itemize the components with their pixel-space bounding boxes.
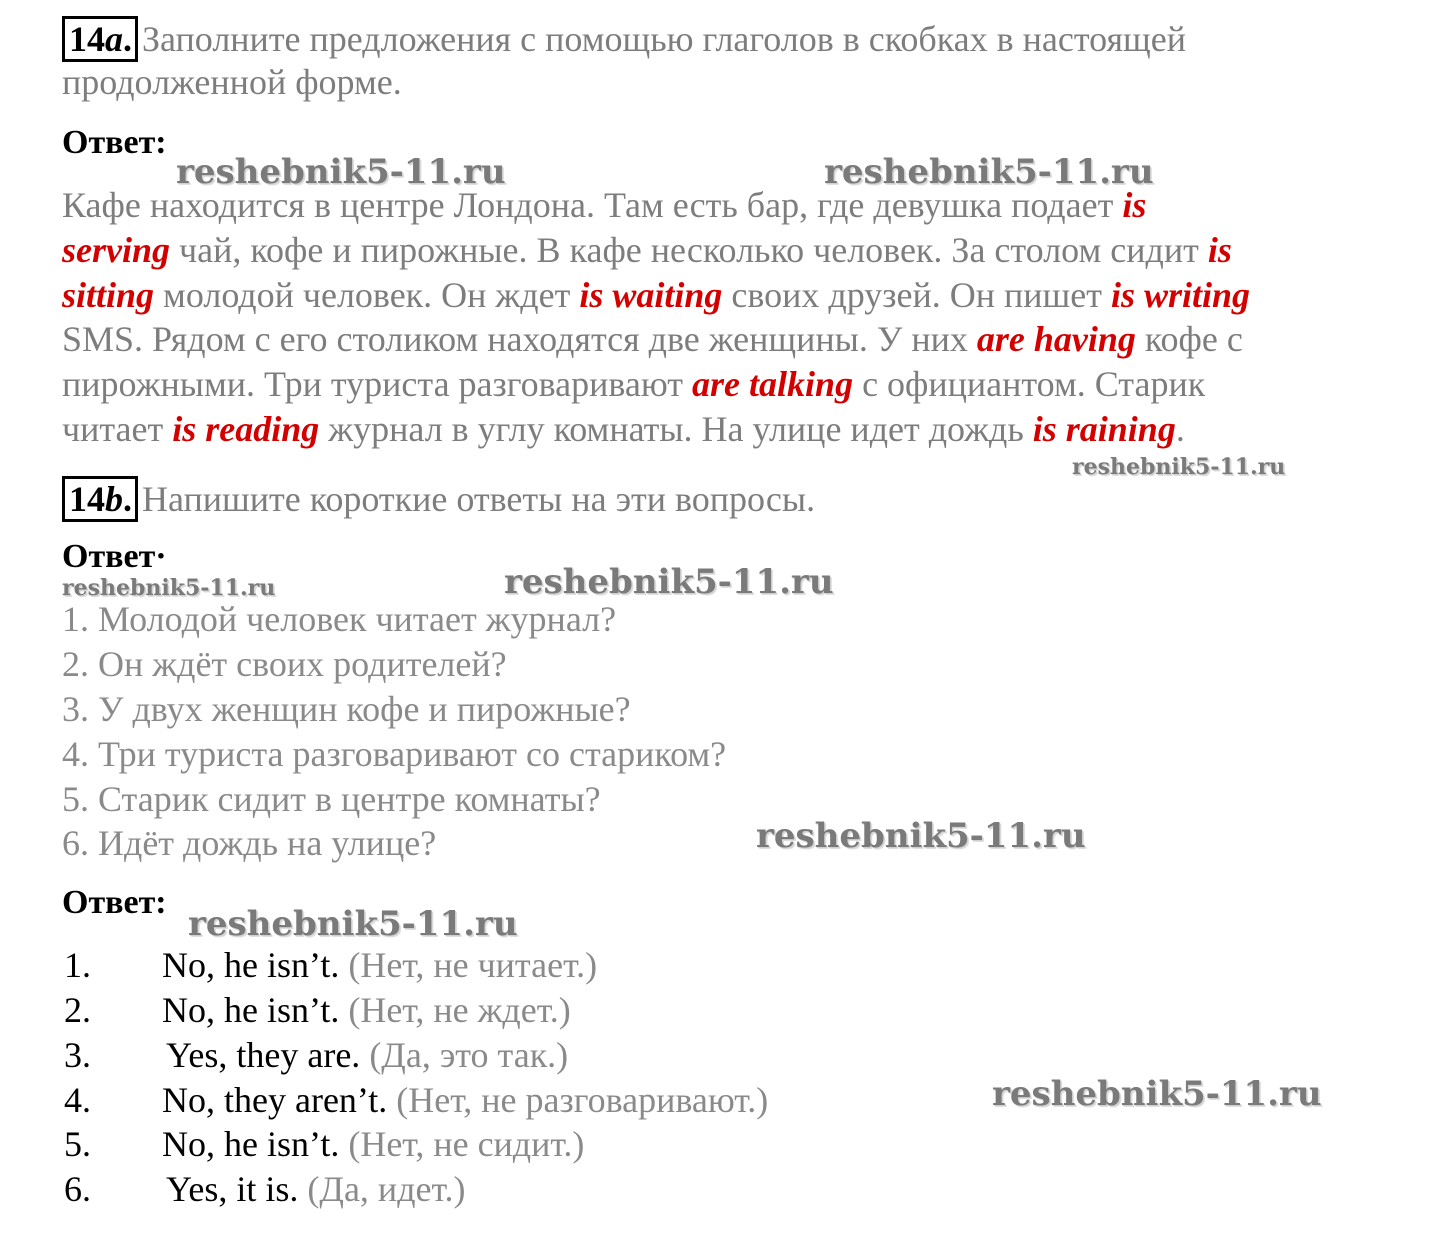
passage-line xyxy=(62,407,1392,452)
response-4-english: No, they aren’t. xyxy=(162,1080,388,1120)
answer-verb: are having xyxy=(976,319,1136,360)
passage-text: SMS. Рядом с его столиком находятся две женщины. У них xyxy=(62,319,977,360)
response-5-english: No, he isn’t. xyxy=(162,1124,340,1164)
passage-line xyxy=(62,362,1392,407)
watermark: reshebnik5-11.ru xyxy=(176,152,506,192)
passage-text: кофе с xyxy=(1135,319,1243,360)
passage-text: с официантом. Старик xyxy=(853,364,1206,405)
response-1 xyxy=(162,944,597,986)
answer-verb: serving xyxy=(62,229,170,270)
task-a-number: 14 xyxy=(69,19,105,59)
task-a-instruction-line2: продолженной форме. xyxy=(62,62,402,102)
watermark: reshebnik5-11.ru xyxy=(992,1074,1322,1114)
passage-text: . xyxy=(1175,408,1185,449)
answer-verb: is reading xyxy=(172,408,320,449)
task-b-number-badge xyxy=(62,476,138,522)
watermark: reshebnik5-11.ru xyxy=(188,904,518,944)
question-3: 3. У двух женщин кофе и пирожные? xyxy=(62,689,631,729)
task-b-dot: . xyxy=(123,479,132,519)
task-b-instruction: Напишите короткие ответы на эти вопросы. xyxy=(142,479,816,519)
task-b-header xyxy=(62,476,815,522)
question-6: 6. Идёт дождь на улице? xyxy=(62,823,437,863)
answer-verb: are talking xyxy=(692,364,854,405)
response-2-number: 2. xyxy=(64,990,91,1030)
response-4-number: 4. xyxy=(64,1080,91,1120)
passage-text: чай, кофе и пирожные. В кафе несколько человек. За столом сидит xyxy=(170,229,1208,270)
passage-text: молодой человек. Он ждет xyxy=(154,274,580,315)
passage xyxy=(62,183,1392,452)
passage-line xyxy=(62,317,1392,362)
task-b-letter: b xyxy=(105,479,123,519)
answer-verb: is xyxy=(1122,185,1147,225)
passage-text: читает xyxy=(62,408,173,449)
task-a-letter: a xyxy=(105,19,123,59)
task-b-number: 14 xyxy=(69,479,105,519)
answer-verb: sitting xyxy=(62,274,155,315)
response-5-number: 5. xyxy=(64,1124,91,1164)
answer-label-a: Ответ: xyxy=(62,124,167,161)
response-6 xyxy=(166,1168,466,1210)
answer-label-b2: Ответ: xyxy=(62,884,167,921)
watermark: reshebnik5-11.ru xyxy=(756,816,1086,856)
watermark: reshebnik5-11.ru xyxy=(504,562,834,602)
question-2: 2. Он ждёт своих родителей? xyxy=(62,644,507,684)
answer-label-b1: Ответ· xyxy=(62,538,167,575)
passage-text: своих друзей. Он пишет xyxy=(722,274,1111,315)
response-2 xyxy=(162,989,571,1031)
response-4 xyxy=(162,1079,768,1121)
response-5-russian: (Нет, не сидит.) xyxy=(339,1124,585,1164)
question-5: 5. Старик сидит в центре комнаты? xyxy=(62,779,601,819)
task-a-dot: . xyxy=(123,19,132,59)
response-1-english: No, he isn’t. xyxy=(162,945,340,985)
question-4: 4. Три туриста разговаривают со стариком? xyxy=(62,734,727,774)
response-5 xyxy=(162,1123,584,1165)
watermark: reshebnik5-11.ru xyxy=(1072,454,1286,480)
answer-verb: is waiting xyxy=(579,274,723,315)
passage-text: пирожными. Три туриста разговаривают xyxy=(62,364,693,405)
watermark: reshebnik5-11.ru xyxy=(62,575,276,601)
response-3-english: Yes, they are. xyxy=(166,1035,361,1075)
answer-verb: is writing xyxy=(1110,274,1250,315)
response-2-english: No, he isn’t. xyxy=(162,990,340,1030)
watermark: reshebnik5-11.ru xyxy=(824,152,1154,192)
response-3 xyxy=(166,1034,568,1076)
response-6-russian: (Да, идет.) xyxy=(298,1169,466,1209)
response-4-russian: (Нет, не разговаривают.) xyxy=(387,1080,769,1120)
response-6-english: Yes, it is. xyxy=(166,1169,299,1209)
passage-line xyxy=(62,228,1392,273)
answer-verb: is xyxy=(1207,229,1232,270)
task-a-header xyxy=(62,16,1186,62)
response-2-russian: (Нет, не ждет.) xyxy=(339,990,571,1030)
passage-line xyxy=(62,273,1392,318)
passage-text: Кафе находится в центре Лондона. Там есть бар, где девушка подает xyxy=(62,185,1123,225)
task-a-instruction-line1: Заполните предложения с помощью глаголов в скобках в настоящей xyxy=(142,19,1186,59)
response-1-number: 1. xyxy=(64,945,91,985)
response-6-number: 6. xyxy=(64,1169,91,1209)
response-1-russian: (Нет, не читает.) xyxy=(339,945,598,985)
answer-verb: is raining xyxy=(1032,408,1176,449)
passage-text: журнал в углу комнаты. На улице идет дождь xyxy=(319,408,1033,449)
question-1: 1. Молодой человек читает журнал? xyxy=(62,599,617,639)
response-3-russian: (Да, это так.) xyxy=(360,1035,569,1075)
response-3-number: 3. xyxy=(64,1035,91,1075)
task-a-number-badge xyxy=(62,16,138,62)
